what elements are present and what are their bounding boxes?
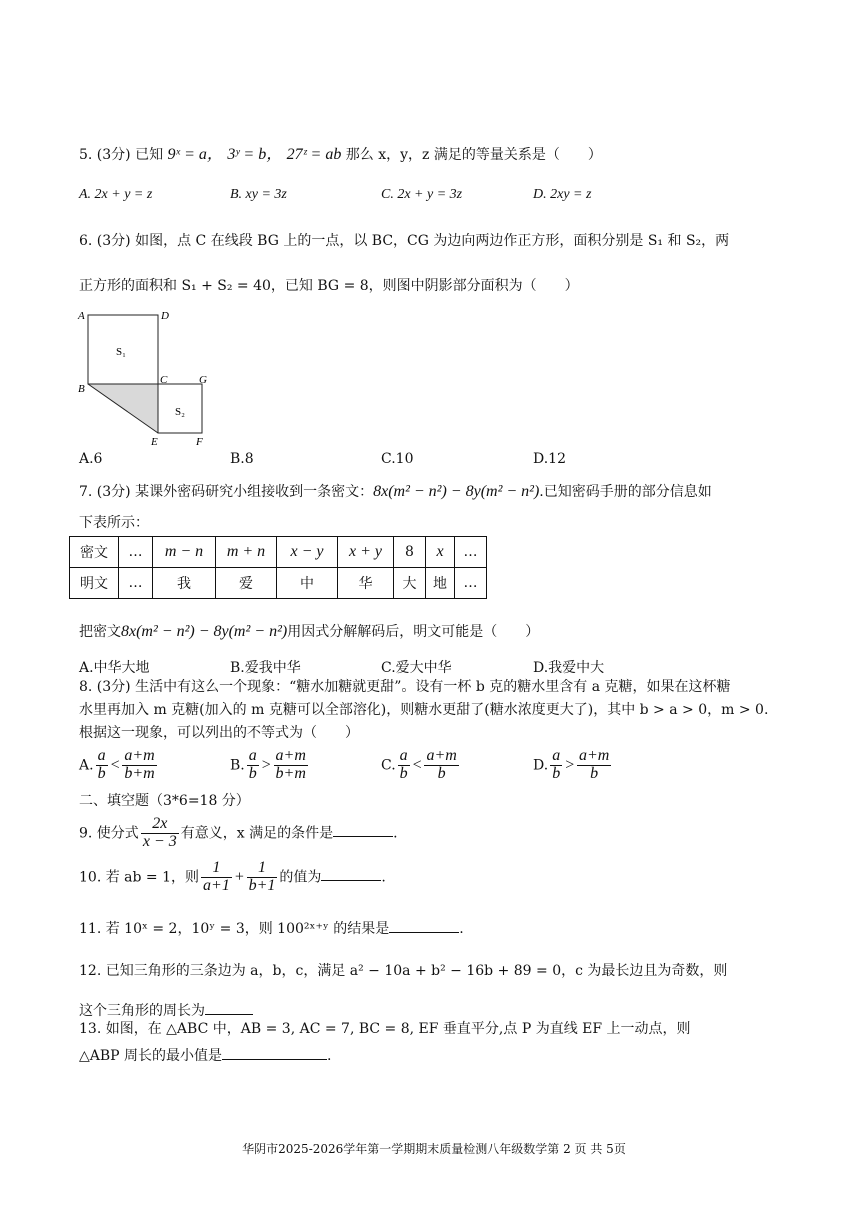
- q5-stem: [79, 145, 602, 165]
- table-cell: x + y: [338, 537, 394, 568]
- q10: [79, 860, 386, 895]
- q13-line1: 13. 如图，在 △ABC 中，AB = 3, AC = 7, BC = 8, EF 垂直平分,点 P 为直线 EF 上一动点，则: [79, 1021, 691, 1037]
- frac-num: 1: [247, 860, 278, 878]
- option-label: D.: [533, 757, 549, 774]
- frac-num: a: [552, 747, 561, 764]
- frac-num: a: [97, 747, 106, 764]
- table-cell: m + n: [216, 537, 277, 568]
- option-operator: >: [564, 756, 575, 774]
- table-cell: …: [455, 568, 487, 599]
- cipher-table: [69, 536, 487, 599]
- frac-den: b: [437, 764, 446, 782]
- q7-decode-suffix: 用因式分解解码后，明文可能是（ ）: [287, 624, 540, 640]
- frac-den: b: [97, 764, 106, 782]
- table-cell: …: [119, 568, 153, 599]
- q6-option-c: C.10: [381, 451, 414, 467]
- q12-line2-text: 这个三角形的周长为: [79, 1003, 205, 1019]
- frac-den: x − 3: [142, 832, 177, 850]
- frac-num: a+m: [426, 747, 457, 764]
- q8-option-b: [230, 748, 310, 783]
- table-cell: 爱: [216, 568, 277, 599]
- q13-line2-text: △ABP 周长的最小值是: [79, 1048, 223, 1064]
- page-footer: 华阴市2025-2026学年第一学期期末质量检测八年级数学第 2 页 共 5页: [242, 1142, 626, 1156]
- q11-end: .: [459, 921, 464, 937]
- option-operator: >: [260, 756, 272, 774]
- option-operator: <: [109, 756, 121, 774]
- q8-line3: 根据这一现象，可以列出的不等式为（ ）: [79, 725, 359, 741]
- frac-num: a+m: [578, 747, 610, 764]
- label-b: B: [78, 383, 85, 395]
- frac-num: 2x: [141, 816, 179, 834]
- q6-line1: 6. (3分) 如图，点 C 在线段 BG 上的一点，以 BC，CG 为边向两边作正方形，面积分别是 S₁ 和 S₂，两: [79, 233, 730, 249]
- q5-option-a: A. 2x + y = z: [79, 187, 153, 202]
- q11-text: 11. 若 10ˣ = 2，10ʸ = 3，则 100²ˣ⁺ʸ 的结果是: [79, 921, 390, 937]
- table-cell: …: [119, 537, 153, 568]
- section-title: 二、填空题（3*6=18 分）: [79, 793, 250, 809]
- option-label: C.: [381, 757, 396, 774]
- label-e: E: [151, 436, 158, 448]
- q9: [79, 816, 398, 851]
- table-cell: 我: [153, 568, 216, 599]
- q13-line2: [79, 1045, 332, 1066]
- q7-decode-prefix: 把密文: [79, 624, 121, 640]
- q6-line2: 正方形的面积和 S₁ + S₂ = 40，已知 BG = 8，则图中阴影部分面积为（ ）: [79, 278, 579, 294]
- answer-blank[interactable]: [321, 866, 381, 881]
- frac-num: a+m: [275, 747, 306, 764]
- q10-suffix: 的值为: [279, 869, 322, 886]
- cell-header-plaintext: 明文: [70, 568, 119, 599]
- label-a: A: [78, 310, 85, 322]
- q9-suffix: 有意义，x 满足的条件是: [180, 825, 334, 842]
- label-f: F: [196, 436, 203, 448]
- q6-option-d: D.12: [533, 451, 566, 467]
- option-label: A.: [79, 757, 94, 774]
- q10-prefix: 10. 若 ab = 1，则: [79, 869, 200, 886]
- q7-decode-math: 8x(m² − n²) − 8y(m² − n²): [121, 623, 288, 640]
- q7-option-d: D.我爱中大: [533, 660, 605, 676]
- q7-line1-math: 8x(m² − n²) − 8y(m² − n²): [373, 483, 540, 500]
- q5-eq2: 3ʸ = b，: [227, 146, 283, 163]
- q5-option-d: D. 2xy = z: [533, 187, 592, 202]
- q9-prefix: 9. 使分式: [79, 825, 139, 842]
- table-row: [70, 568, 487, 599]
- table-cell: 8: [394, 537, 426, 568]
- table-cell: 华: [338, 568, 394, 599]
- frac-den: b: [552, 764, 561, 782]
- q7-line2: 下表所示：: [79, 515, 149, 531]
- label-d: D: [161, 310, 169, 322]
- frac-den: b+m: [275, 764, 306, 782]
- q7-option-c: C.爱大中华: [381, 660, 452, 676]
- q11: [79, 918, 464, 939]
- q5-prefix: 5. (3分) 已知: [79, 147, 164, 163]
- table-cell: m − n: [153, 537, 216, 568]
- label-s2: S₂: [175, 406, 185, 418]
- q6-option-a: A.6: [79, 451, 103, 467]
- frac-num: 1: [201, 860, 232, 878]
- table-cell: 地: [426, 568, 455, 599]
- frac-den: b: [248, 764, 257, 782]
- q7-option-a: A.中华大地: [79, 660, 150, 676]
- q7-decode-line: [79, 622, 539, 642]
- q12-line2: [79, 1000, 253, 1021]
- q10-plus: +: [233, 868, 245, 886]
- q8-option-c: [381, 748, 461, 783]
- table-cell: …: [455, 537, 487, 568]
- table-cell: 中: [277, 568, 338, 599]
- frac-den: b: [399, 764, 408, 782]
- answer-blank[interactable]: [205, 1000, 253, 1015]
- q8-line2: 水里再加入 m 克糖(加入的 m 克糖可以全部溶化)，则糖水更甜了(糖水浓度更大了)，其中 b > a > 0，m > 0.: [79, 702, 769, 718]
- q5-option-c: C. 2x + y = 3z: [381, 187, 463, 202]
- q12-line1: 12. 已知三角形的三条边为 a，b，c，满足 a² − 10a + b² − 16b + 89 = 0，c 为最长边且为奇数，则: [79, 963, 728, 979]
- q6-figure: [72, 305, 222, 450]
- q5-suffix: 那么 x，y，z 满足的等量关系是（ ）: [345, 147, 602, 163]
- label-s1: S₁: [116, 346, 126, 358]
- q8-line1: 8. (3分) 生活中有这么一个现象：“糖水加糖就更甜”。设有一杯 b 克的糖水里含有 a 克糖，如果在这杯糖: [79, 679, 731, 695]
- q13-end: .: [327, 1048, 332, 1064]
- q7-line1-suffix: .已知密码手册的部分信息如: [539, 484, 712, 500]
- label-c: C: [160, 374, 168, 386]
- cell-header-ciphertext: 密文: [70, 537, 119, 568]
- frac-den: b+m: [124, 764, 155, 782]
- q7-line1-prefix: 7. (3分) 某课外密码研究小组接收到一条密文：: [79, 484, 374, 500]
- frac-num: a+m: [124, 747, 155, 764]
- table-row: [70, 537, 487, 568]
- q8-option-d: [533, 748, 613, 783]
- table-cell: x − y: [277, 537, 338, 568]
- q9-end: .: [393, 825, 398, 842]
- option-label: B.: [230, 757, 245, 774]
- q8-option-a: [79, 748, 159, 783]
- answer-blank[interactable]: [222, 1045, 327, 1060]
- q10-end: .: [381, 869, 386, 886]
- answer-blank[interactable]: [389, 918, 459, 933]
- frac-num: a: [248, 747, 257, 764]
- frac-den: b+1: [248, 876, 276, 894]
- table-cell: x: [426, 537, 455, 568]
- option-operator: <: [411, 756, 423, 774]
- frac-num: a: [399, 747, 408, 764]
- frac-den: a+1: [203, 876, 230, 894]
- frac-den: b: [590, 764, 599, 782]
- label-g: G: [199, 374, 207, 386]
- q7-line1: [79, 482, 712, 502]
- q6-option-b: B.8: [230, 451, 254, 467]
- table-cell: 大: [394, 568, 426, 599]
- q5-option-b: B. xy = 3z: [230, 187, 287, 202]
- q5-eq3: 27ᶻ = ab: [286, 146, 342, 163]
- q7-option-b: B.爱我中华: [230, 660, 301, 676]
- q5-eq1: 9ˣ = a，: [167, 146, 223, 163]
- answer-blank[interactable]: [333, 822, 393, 837]
